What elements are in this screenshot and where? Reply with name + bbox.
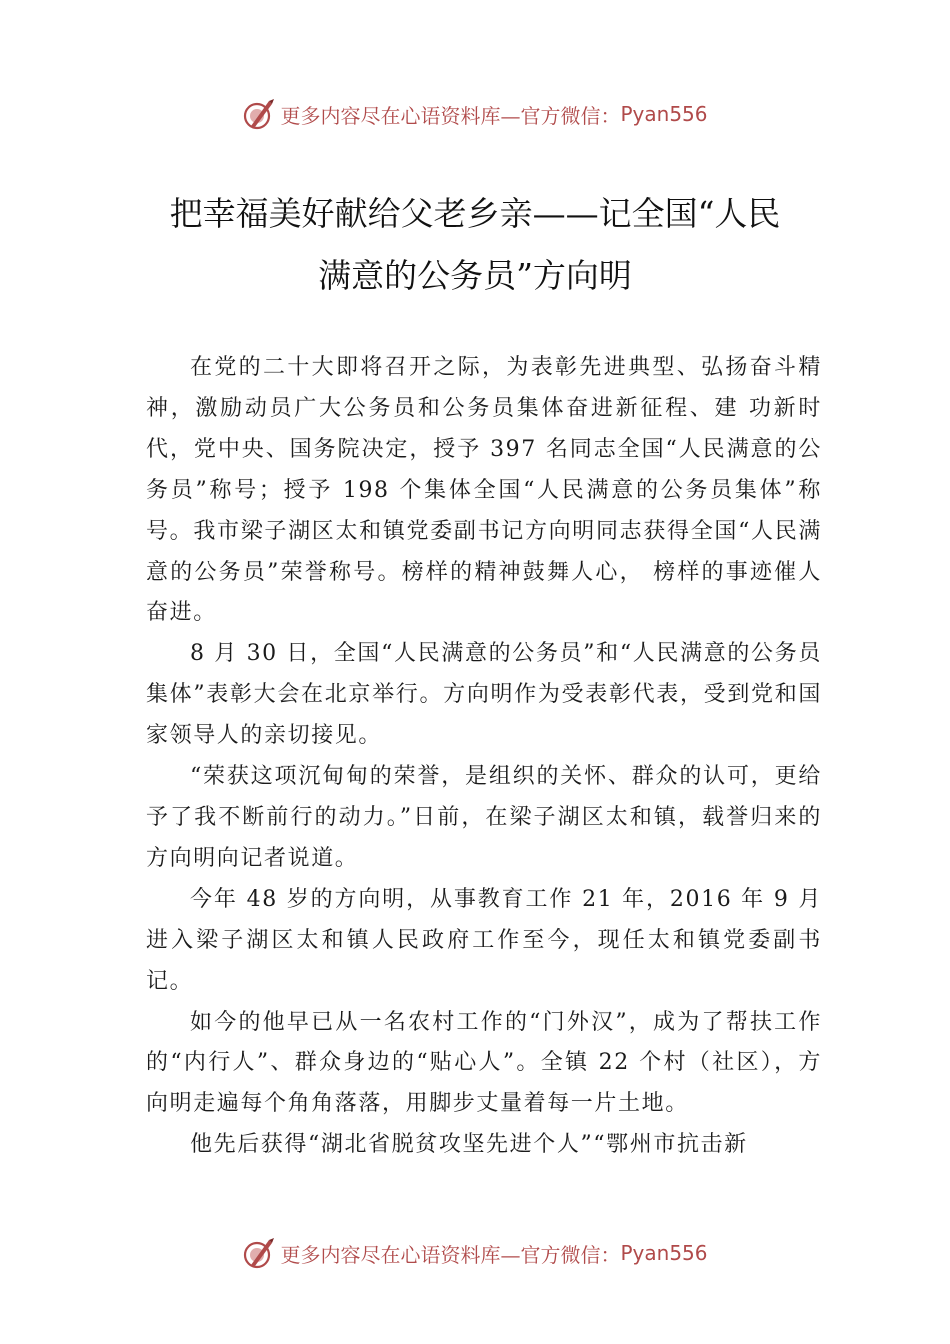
paragraph-2: 8 月 30 日，全国“人民满意的公务员”和“人民满意的公务员集体”表彰大会在北京举行。方向明作为受表彰代表，受到党和国家领导人的亲切接见。 (146, 641, 822, 749)
banner-account: Pyan556 (620, 102, 708, 126)
quill-pen-circle-icon (242, 97, 276, 131)
article-title (100, 183, 850, 307)
title-line-2: 满意的公务员”方向明 (318, 256, 632, 295)
banner-account: Pyan556 (620, 1241, 708, 1265)
banner-text: 更多内容尽在心语资料库—官方微信： (280, 103, 621, 128)
title-line-1: 把幸福美好献给父老乡亲——记全国“人民 (169, 194, 781, 233)
footer-banner (0, 1231, 950, 1275)
quill-pen-circle-icon (242, 1236, 276, 1270)
header-banner (0, 92, 950, 136)
paragraph-1: 在党的二十大即将召开之际，为表彰先进典型、弘扬奋斗精神，激励动员广大公务员和公务员集体奋进新征程、建 功新时代，党中央、国务院决定，授予 397 名同志全国“人民满意的公务员”称号；授予 198 个集体全国“人民满意的公务员集体”称号。我市梁子湖区太和镇党委副书记方向明同志获得全国“人民满意的公务员”荣誉称号。榜样的精神鼓舞人心， 榜样的事迹催人奋进。 (146, 355, 822, 626)
paragraph-6: 他先后获得“湖北省脱贫攻坚先进个人”“鄂州市抗击新 (190, 1132, 748, 1158)
paragraph-3: “荣获这项沉甸甸的荣誉，是组织的关怀、群众的认可，更给予了我不断前行的动力。”日前，在梁子湖区太和镇，载誉归来的方向明向记者说道。 (146, 764, 822, 871)
paragraph-5: 如今的他早已从一名农村工作的“门外汉”，成为了帮扶工作的“内行人”、群众身边的“贴心人”。全镇 22 个村（社区），方向明走遍每个角角落落，用脚步丈量着每一片土地。 (146, 1009, 822, 1117)
banner-text: 更多内容尽在心语资料库—官方微信： (280, 1242, 621, 1267)
article-body (146, 348, 822, 1166)
paragraph-4: 今年 48 岁的方向明，从事教育工作 21 年，2016 年 9 月进入梁子湖区太和镇人民政府工作至今，现任太和镇党委副书记。 (146, 886, 822, 994)
